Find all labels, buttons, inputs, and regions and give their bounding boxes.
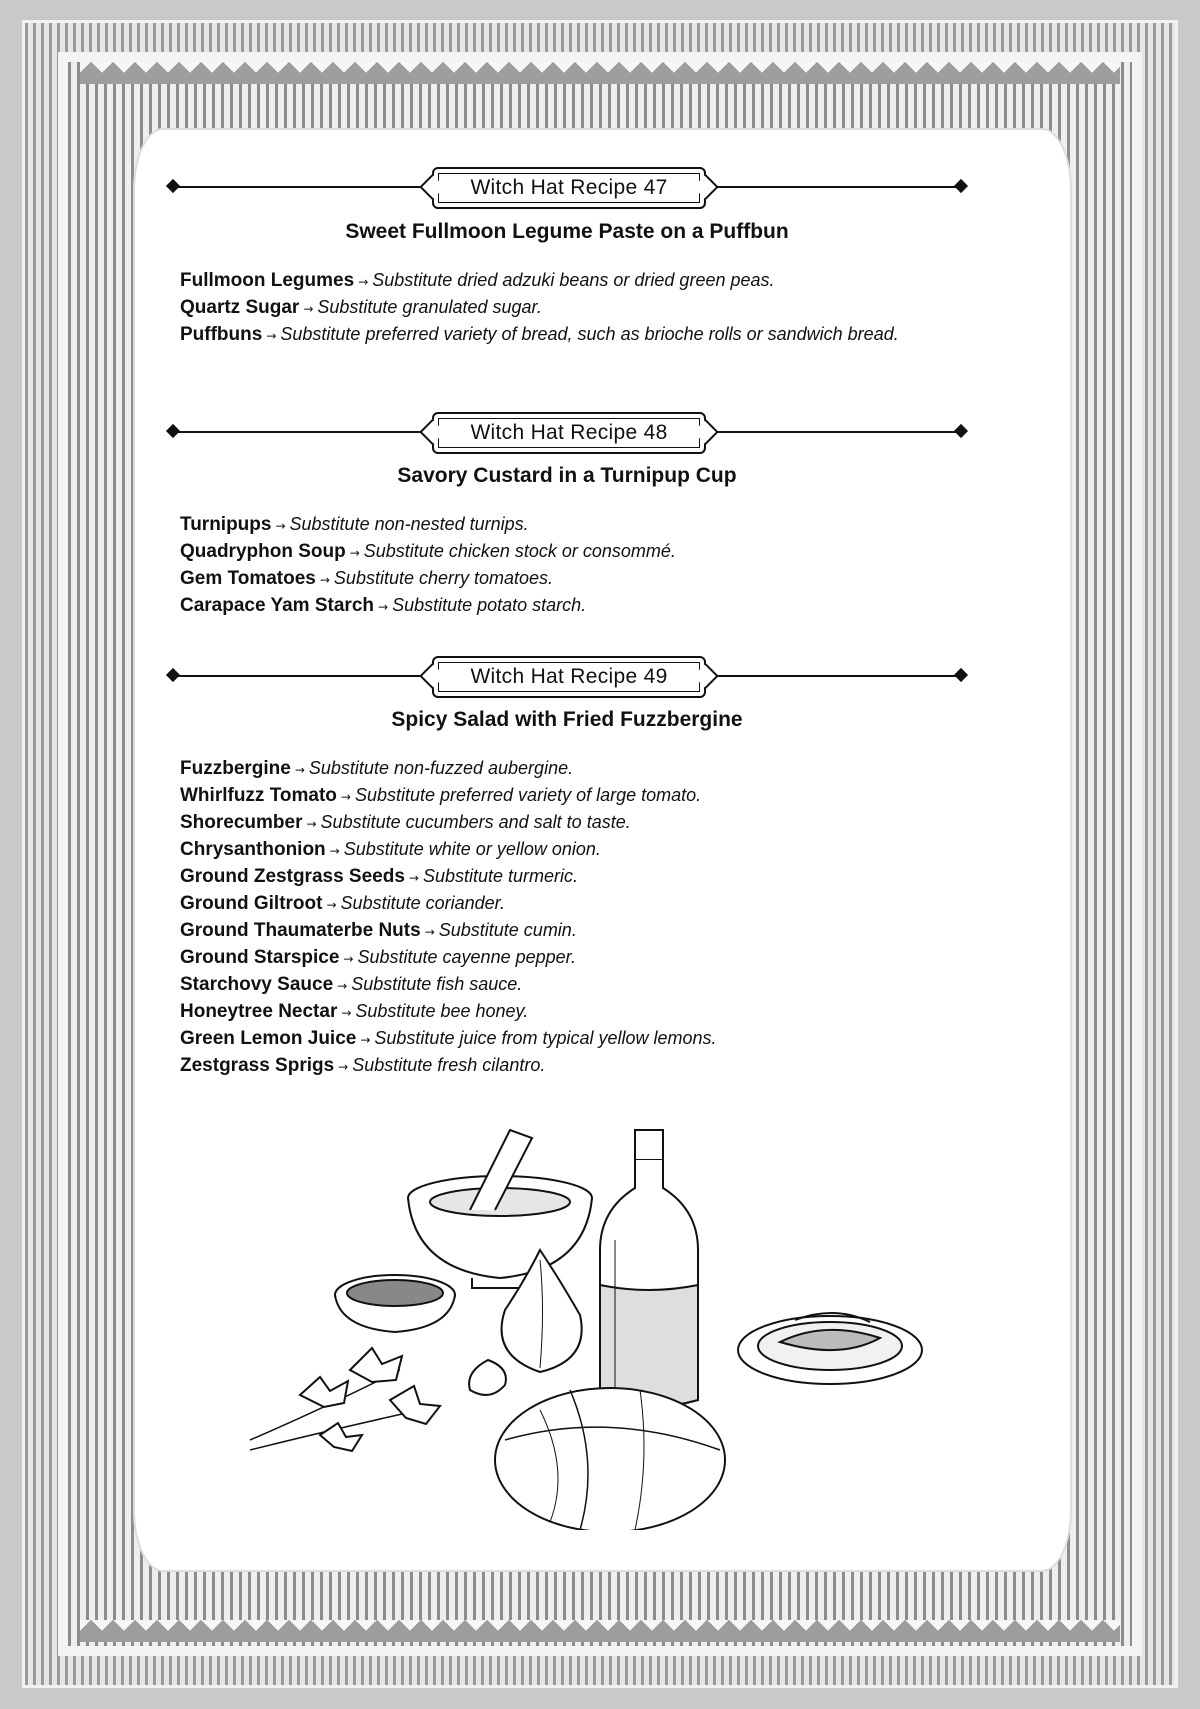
- arrow-icon: →: [275, 519, 286, 533]
- recipe-49-header: [172, 656, 962, 696]
- recipe-48-header: [172, 412, 962, 452]
- ingredient-item: Zestgrass Sprigs → Substitute fresh cilantro.: [180, 1055, 546, 1076]
- arrow-icon: →: [341, 1006, 352, 1020]
- arrow-icon: →: [338, 1060, 349, 1074]
- recipe-47-header: [172, 167, 962, 207]
- divider-diamond-right: [954, 668, 968, 682]
- recipe-48-title: Savory Custard in a Turnipup Cup: [397, 464, 737, 487]
- ingredient-item: Fullmoon Legumes → Substitute dried adzuki beans or dried green peas.: [180, 270, 775, 291]
- recipe-47-badge: Witch Hat Recipe 47: [432, 167, 706, 209]
- recipe-47-title: Sweet Fullmoon Legume Paste on a Puffbun: [345, 220, 789, 243]
- peppercorn-bowl-icon: [335, 1275, 455, 1332]
- divider-diamond-left: [166, 424, 180, 438]
- arrow-icon: →: [303, 302, 314, 316]
- arrow-icon: →: [319, 573, 330, 587]
- divider-diamond-left: [166, 179, 180, 193]
- arrow-icon: →: [329, 844, 340, 858]
- divider-diamond-right: [954, 424, 968, 438]
- ingredient-item: Honeytree Nectar → Substitute bee honey.: [180, 1001, 529, 1022]
- recipe-48-ingredients: [180, 512, 940, 620]
- fish-plate-icon: [738, 1313, 922, 1384]
- recipe-49-title: Spicy Salad with Fried Fuzzbergine: [391, 708, 743, 731]
- melon-icon: [495, 1388, 725, 1530]
- ingredient-item: Chrysanthonion → Substitute white or yellow onion.: [180, 839, 601, 860]
- ingredient-item: Turnipups → Substitute non-nested turnips.: [180, 514, 529, 535]
- arrow-icon: →: [378, 600, 389, 614]
- arrow-icon: →: [424, 925, 435, 939]
- ingredients-illustration: [240, 1110, 960, 1530]
- ingredient-item: Fuzzbergine → Substitute non-fuzzed aubergine.: [180, 758, 574, 779]
- ingredient-item: Ground Starspice → Substitute cayenne pepper.: [180, 947, 576, 968]
- arrow-icon: →: [266, 329, 277, 343]
- arrow-icon: →: [360, 1033, 371, 1047]
- arrow-icon: →: [294, 763, 305, 777]
- cilantro-icon: [250, 1348, 440, 1451]
- divider-diamond-right: [954, 179, 968, 193]
- ingredient-item: Carapace Yam Starch → Substitute potato starch.: [180, 595, 587, 616]
- arrow-icon: →: [326, 898, 337, 912]
- arrow-icon: →: [358, 275, 369, 289]
- recipe-49-badge: Witch Hat Recipe 49: [432, 656, 706, 698]
- arrow-icon: →: [337, 979, 348, 993]
- ingredient-item: Quartz Sugar → Substitute granulated sugar.: [180, 297, 542, 318]
- bottle-icon: [600, 1130, 698, 1407]
- ingredient-item: Green Lemon Juice → Substitute juice from typical yellow lemons.: [180, 1028, 717, 1049]
- mortar-pestle-icon: [408, 1130, 592, 1288]
- divider-diamond-left: [166, 668, 180, 682]
- recipe-48-badge: Witch Hat Recipe 48: [432, 412, 706, 454]
- ingredient-item: Whirlfuzz Tomato → Substitute preferred variety of large tomato.: [180, 785, 702, 806]
- ingredient-item: Ground Zestgrass Seeds → Substitute turmeric.: [180, 866, 579, 887]
- arrow-icon: →: [306, 817, 317, 831]
- ingredient-item: Starchovy Sauce → Substitute fish sauce.: [180, 974, 523, 995]
- ingredient-item: Ground Thaumaterbe Nuts → Substitute cumin.: [180, 920, 577, 941]
- ingredient-item: Quadryphon Soup → Substitute chicken stock or consommé.: [180, 541, 676, 562]
- recipe-49-ingredients: [180, 756, 940, 1080]
- arrow-icon: →: [340, 790, 351, 804]
- arrow-icon: →: [408, 871, 419, 885]
- ingredient-item: Ground Giltroot → Substitute coriander.: [180, 893, 505, 914]
- ingredient-item: Shorecumber → Substitute cucumbers and salt to taste.: [180, 812, 631, 833]
- recipe-47-ingredients: [180, 268, 940, 349]
- arrow-icon: →: [343, 952, 354, 966]
- ingredient-item: Gem Tomatoes → Substitute cherry tomatoes.: [180, 568, 554, 589]
- arrow-icon: →: [349, 546, 360, 560]
- ingredient-item: Puffbuns → Substitute preferred variety of bread, such as brioche rolls or sandwich bread.: [180, 324, 899, 345]
